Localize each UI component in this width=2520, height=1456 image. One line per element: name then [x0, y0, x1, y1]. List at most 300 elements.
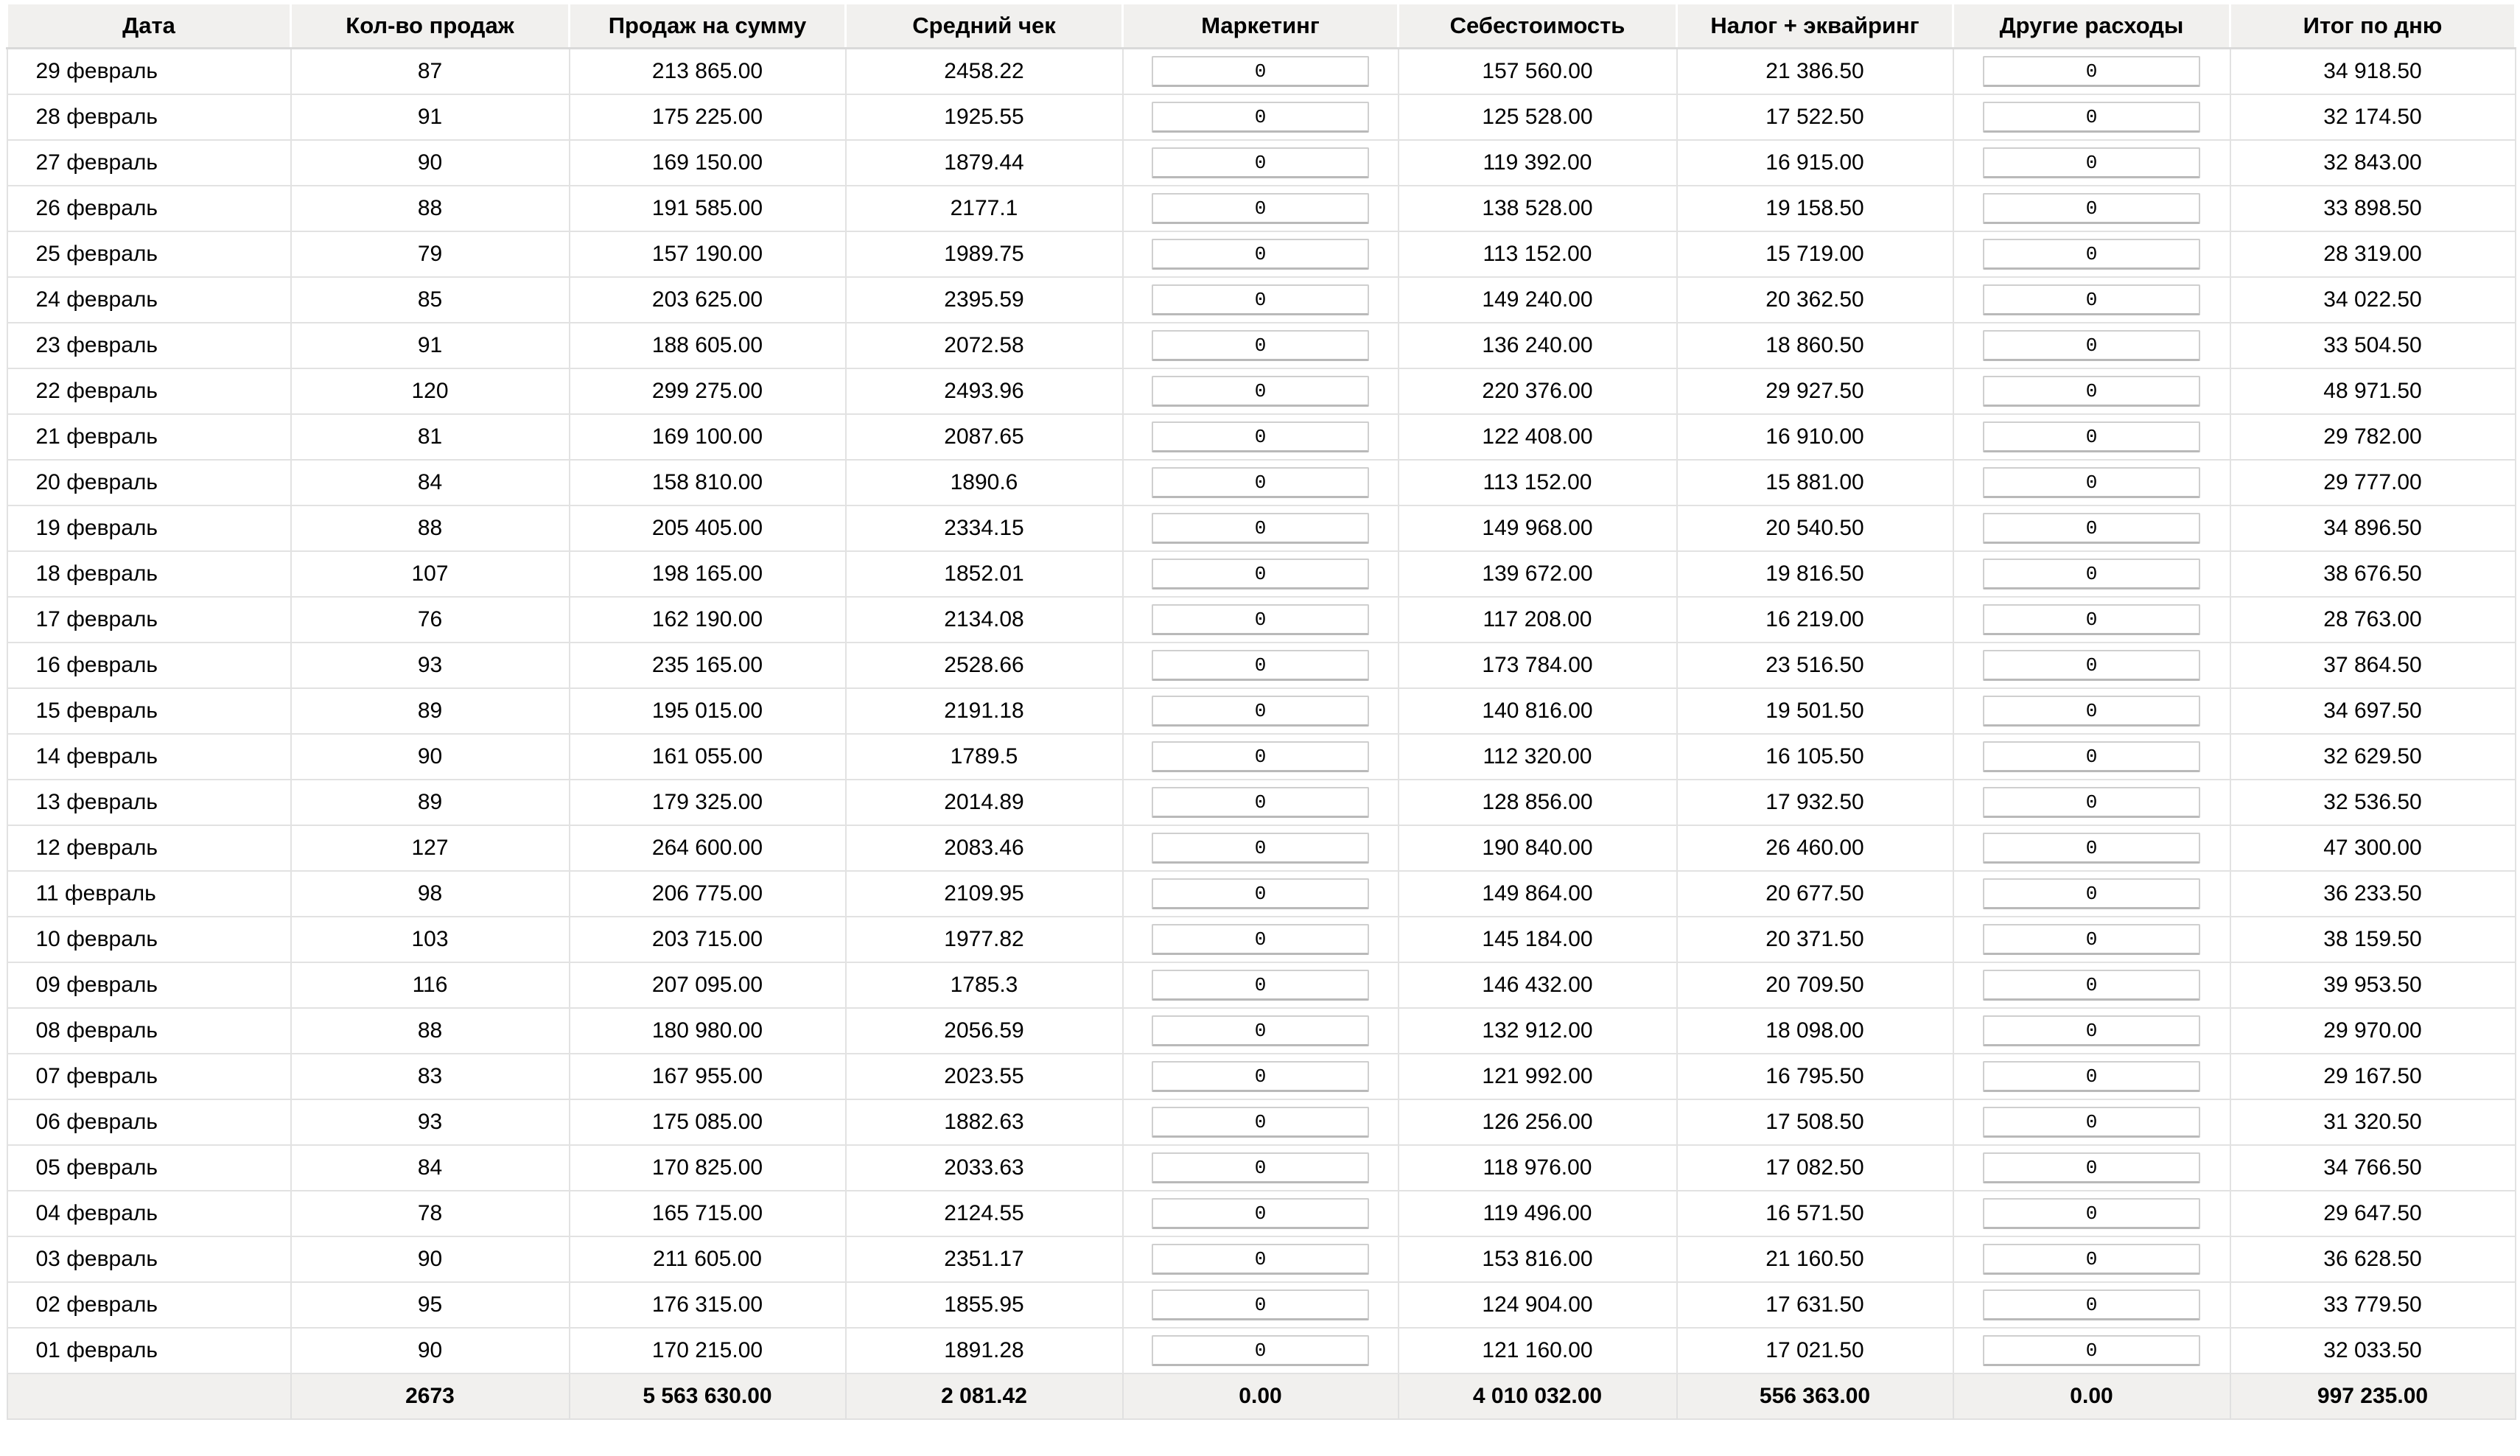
cell-sales_sum: 203 625.00	[570, 277, 846, 323]
cell-day_total: 31 320.50	[2230, 1099, 2516, 1145]
cell-date: 05 февраль	[7, 1145, 291, 1191]
other_expenses-input[interactable]	[1983, 284, 2200, 315]
cell-date: 13 февраль	[7, 780, 291, 825]
cell-sales_count: 95	[291, 1282, 570, 1328]
table-row	[7, 871, 2516, 917]
other_expenses-input[interactable]	[1983, 56, 2200, 87]
cell-avg_check: 1855.95	[846, 1282, 1123, 1328]
cell-sales_count: 90	[291, 734, 570, 780]
cell-avg_check: 2134.08	[846, 597, 1123, 643]
marketing-input[interactable]	[1152, 1152, 1369, 1183]
other_expenses-input[interactable]	[1983, 1107, 2200, 1138]
cell-marketing	[1123, 871, 1399, 917]
cell-sales_sum: 195 015.00	[570, 688, 846, 734]
table-row	[7, 780, 2516, 825]
other_expenses-input[interactable]	[1983, 513, 2200, 544]
cell-day_total: 32 033.50	[2230, 1328, 2516, 1373]
table-row	[7, 1328, 2516, 1373]
marketing-input[interactable]	[1152, 1107, 1369, 1138]
cell-sales_count: 90	[291, 1328, 570, 1373]
cell-other_expenses	[1953, 962, 2230, 1008]
cell-sales_sum: 180 980.00	[570, 1008, 846, 1054]
cell-cost: 118 976.00	[1399, 1145, 1677, 1191]
cell-other_expenses	[1953, 460, 2230, 505]
cell-avg_check: 1882.63	[846, 1099, 1123, 1145]
other_expenses-input[interactable]	[1983, 1335, 2200, 1366]
cell-marketing	[1123, 49, 1399, 95]
other_expenses-input[interactable]	[1983, 970, 2200, 1001]
totals-row	[7, 1373, 2516, 1419]
cell-other_expenses	[1953, 643, 2230, 688]
cell-marketing	[1123, 1191, 1399, 1236]
cell-date: 11 февраль	[7, 871, 291, 917]
cell-avg_check: 2395.59	[846, 277, 1123, 323]
cell-day_total: 34 896.50	[2230, 505, 2516, 551]
other_expenses-input[interactable]	[1983, 1152, 2200, 1183]
cell-marketing	[1123, 1236, 1399, 1282]
cell-sales_count: 93	[291, 643, 570, 688]
table-row	[7, 460, 2516, 505]
other_expenses-input[interactable]	[1983, 239, 2200, 270]
other_expenses-input[interactable]	[1983, 787, 2200, 818]
table-row	[7, 231, 2516, 277]
marketing-input[interactable]	[1152, 878, 1369, 909]
cell-tax_acquiring: 17 631.50	[1677, 1282, 1953, 1328]
other_expenses-input[interactable]	[1983, 924, 2200, 955]
other_expenses-input[interactable]	[1983, 376, 2200, 407]
cell-sales_count: 103	[291, 917, 570, 962]
marketing-input[interactable]	[1152, 513, 1369, 544]
table-row	[7, 1099, 2516, 1145]
cell-avg_check: 1989.75	[846, 231, 1123, 277]
cell-date: 22 февраль	[7, 368, 291, 414]
cell-other_expenses	[1953, 825, 2230, 871]
cell-day_total: 28 319.00	[2230, 231, 2516, 277]
cell-marketing	[1123, 1145, 1399, 1191]
cell-marketing	[1123, 460, 1399, 505]
cell-day_total: 29 647.50	[2230, 1191, 2516, 1236]
cell-marketing	[1123, 734, 1399, 780]
cell-marketing	[1123, 414, 1399, 460]
cell-other_expenses	[1953, 871, 2230, 917]
cell-sales_sum: 207 095.00	[570, 962, 846, 1008]
marketing-input[interactable]	[1152, 421, 1369, 452]
other_expenses-input[interactable]	[1983, 1244, 2200, 1275]
cell-cost: 149 968.00	[1399, 505, 1677, 551]
cell-tax_acquiring: 19 158.50	[1677, 186, 1953, 231]
cell-cost: 117 208.00	[1399, 597, 1677, 643]
cell-day_total: 29 782.00	[2230, 414, 2516, 460]
marketing-input[interactable]	[1152, 604, 1369, 635]
cell-tax_acquiring: 17 522.50	[1677, 94, 1953, 140]
cell-cost: 119 392.00	[1399, 140, 1677, 186]
cell-date: 21 февраль	[7, 414, 291, 460]
marketing-input[interactable]	[1152, 924, 1369, 955]
cell-tax_acquiring: 20 362.50	[1677, 277, 1953, 323]
header-row	[7, 4, 2516, 49]
cell-day_total: 32 843.00	[2230, 140, 2516, 186]
cell-avg_check: 2014.89	[846, 780, 1123, 825]
cell-other_expenses	[1953, 1008, 2230, 1054]
column-header-day-total: Итог по дню	[2230, 4, 2516, 49]
marketing-input[interactable]	[1152, 193, 1369, 224]
other_expenses-input[interactable]	[1983, 650, 2200, 681]
cell-date: 19 февраль	[7, 505, 291, 551]
cell-day_total: 38 676.50	[2230, 551, 2516, 597]
other_expenses-input[interactable]	[1983, 878, 2200, 909]
cell-cost: 146 432.00	[1399, 962, 1677, 1008]
table-row	[7, 962, 2516, 1008]
cell-sales_sum: 211 605.00	[570, 1236, 846, 1282]
cell-cost: 145 184.00	[1399, 917, 1677, 962]
table-row	[7, 186, 2516, 231]
cell-cost: 113 152.00	[1399, 460, 1677, 505]
cell-sales_sum: 175 085.00	[570, 1099, 846, 1145]
cell-date: 14 февраль	[7, 734, 291, 780]
cell-sales_sum: 170 215.00	[570, 1328, 846, 1373]
cell-marketing	[1123, 368, 1399, 414]
cell-avg_check: 1891.28	[846, 1328, 1123, 1373]
cell-date: 28 февраль	[7, 94, 291, 140]
table-row	[7, 49, 2516, 95]
cell-date: 26 февраль	[7, 186, 291, 231]
cell-tax_acquiring: 19 501.50	[1677, 688, 1953, 734]
other_expenses-input[interactable]	[1983, 102, 2200, 133]
cell-day_total: 33 898.50	[2230, 186, 2516, 231]
marketing-input[interactable]	[1152, 239, 1369, 270]
marketing-input[interactable]	[1152, 970, 1369, 1001]
column-header-avg-check: Средний чек	[846, 4, 1123, 49]
marketing-input[interactable]	[1152, 741, 1369, 772]
cell-avg_check: 2056.59	[846, 1008, 1123, 1054]
cell-day_total: 32 174.50	[2230, 94, 2516, 140]
cell-cost: 126 256.00	[1399, 1099, 1677, 1145]
cell-avg_check: 2191.18	[846, 688, 1123, 734]
cell-other_expenses	[1953, 1236, 2230, 1282]
marketing-input[interactable]	[1152, 559, 1369, 589]
cell-day_total: 36 628.50	[2230, 1236, 2516, 1282]
cell-tax_acquiring: 26 460.00	[1677, 825, 1953, 871]
cell-other_expenses	[1953, 917, 2230, 962]
cell-marketing	[1123, 277, 1399, 323]
cell-other_expenses	[1953, 414, 2230, 460]
cell-tax_acquiring: 18 860.50	[1677, 323, 1953, 368]
other_expenses-input[interactable]	[1983, 467, 2200, 498]
marketing-input[interactable]	[1152, 330, 1369, 361]
cell-marketing	[1123, 597, 1399, 643]
cell-cost: 128 856.00	[1399, 780, 1677, 825]
cell-date: 24 февраль	[7, 277, 291, 323]
marketing-input[interactable]	[1152, 284, 1369, 315]
total-avg-check: 2 081.42	[846, 1373, 1123, 1419]
cell-cost: 157 560.00	[1399, 49, 1677, 95]
column-header-sales-sum: Продаж на сумму	[570, 4, 846, 49]
cell-sales_sum: 162 190.00	[570, 597, 846, 643]
cell-marketing	[1123, 231, 1399, 277]
cell-avg_check: 2033.63	[846, 1145, 1123, 1191]
cell-avg_check: 2109.95	[846, 871, 1123, 917]
cell-sales_sum: 213 865.00	[570, 49, 846, 95]
other_expenses-input[interactable]	[1983, 1289, 2200, 1320]
cell-day_total: 34 766.50	[2230, 1145, 2516, 1191]
cell-marketing	[1123, 962, 1399, 1008]
cell-sales_count: 83	[291, 1054, 570, 1099]
table-row	[7, 94, 2516, 140]
cell-tax_acquiring: 21 386.50	[1677, 49, 1953, 95]
marketing-input[interactable]	[1152, 1061, 1369, 1092]
cell-marketing	[1123, 917, 1399, 962]
cell-day_total: 38 159.50	[2230, 917, 2516, 962]
cell-sales_sum: 161 055.00	[570, 734, 846, 780]
cell-date: 18 февраль	[7, 551, 291, 597]
cell-cost: 173 784.00	[1399, 643, 1677, 688]
cell-cost: 132 912.00	[1399, 1008, 1677, 1054]
cell-marketing	[1123, 1054, 1399, 1099]
table-row	[7, 597, 2516, 643]
cell-tax_acquiring: 20 540.50	[1677, 505, 1953, 551]
total-cost: 4 010 032.00	[1399, 1373, 1677, 1419]
cell-marketing	[1123, 94, 1399, 140]
cell-cost: 121 992.00	[1399, 1054, 1677, 1099]
cell-avg_check: 2528.66	[846, 643, 1123, 688]
marketing-input[interactable]	[1152, 467, 1369, 498]
column-header-date: Дата	[7, 4, 291, 49]
cell-sales_sum: 169 150.00	[570, 140, 846, 186]
total-marketing: 0.00	[1123, 1373, 1399, 1419]
cell-sales_count: 107	[291, 551, 570, 597]
table-header	[7, 4, 2516, 49]
marketing-input[interactable]	[1152, 833, 1369, 864]
marketing-input[interactable]	[1152, 787, 1369, 818]
cell-sales_sum: 198 165.00	[570, 551, 846, 597]
column-header-other-expenses: Другие расходы	[1953, 4, 2230, 49]
cell-day_total: 28 763.00	[2230, 597, 2516, 643]
cell-sales_count: 81	[291, 414, 570, 460]
cell-cost: 220 376.00	[1399, 368, 1677, 414]
cell-date: 09 февраль	[7, 962, 291, 1008]
table-row	[7, 1236, 2516, 1282]
total-sales-sum: 5 563 630.00	[570, 1373, 846, 1419]
cell-other_expenses	[1953, 186, 2230, 231]
cell-other_expenses	[1953, 1054, 2230, 1099]
total-sales-count: 2673	[291, 1373, 570, 1419]
cell-sales_sum: 167 955.00	[570, 1054, 846, 1099]
cell-avg_check: 1785.3	[846, 962, 1123, 1008]
cell-other_expenses	[1953, 1099, 2230, 1145]
cell-sales_sum: 165 715.00	[570, 1191, 846, 1236]
other_expenses-input[interactable]	[1983, 193, 2200, 224]
cell-other_expenses	[1953, 505, 2230, 551]
cell-avg_check: 1925.55	[846, 94, 1123, 140]
cell-avg_check: 2351.17	[846, 1236, 1123, 1282]
cell-date: 10 февраль	[7, 917, 291, 962]
cell-marketing	[1123, 1282, 1399, 1328]
cell-sales_sum: 191 585.00	[570, 186, 846, 231]
cell-sales_sum: 206 775.00	[570, 871, 846, 917]
other_expenses-input[interactable]	[1983, 330, 2200, 361]
cell-marketing	[1123, 688, 1399, 734]
cell-sales_count: 84	[291, 460, 570, 505]
cell-date: 20 февраль	[7, 460, 291, 505]
cell-date: 15 февраль	[7, 688, 291, 734]
cell-sales_count: 120	[291, 368, 570, 414]
marketing-input[interactable]	[1152, 102, 1369, 133]
cell-date: 27 февраль	[7, 140, 291, 186]
cell-date: 16 февраль	[7, 643, 291, 688]
cell-sales_count: 91	[291, 94, 570, 140]
cell-day_total: 47 300.00	[2230, 825, 2516, 871]
marketing-input[interactable]	[1152, 376, 1369, 407]
marketing-input[interactable]	[1152, 1198, 1369, 1229]
cell-marketing	[1123, 643, 1399, 688]
cell-other_expenses	[1953, 49, 2230, 95]
column-header-tax-acquiring: Налог + эквайринг	[1677, 4, 1953, 49]
cell-cost: 125 528.00	[1399, 94, 1677, 140]
cell-tax_acquiring: 15 719.00	[1677, 231, 1953, 277]
other_expenses-input[interactable]	[1983, 421, 2200, 452]
cell-sales_count: 98	[291, 871, 570, 917]
other_expenses-input[interactable]	[1983, 1015, 2200, 1046]
cell-tax_acquiring: 16 219.00	[1677, 597, 1953, 643]
cell-sales_count: 85	[291, 277, 570, 323]
cell-avg_check: 2177.1	[846, 186, 1123, 231]
marketing-input[interactable]	[1152, 1289, 1369, 1320]
cell-sales_count: 78	[291, 1191, 570, 1236]
marketing-input[interactable]	[1152, 1244, 1369, 1275]
cell-day_total: 32 536.50	[2230, 780, 2516, 825]
cell-date: 12 февраль	[7, 825, 291, 871]
table-row	[7, 825, 2516, 871]
table-row	[7, 277, 2516, 323]
table-row	[7, 917, 2516, 962]
other_expenses-input[interactable]	[1983, 604, 2200, 635]
cell-sales_count: 89	[291, 780, 570, 825]
other_expenses-input[interactable]	[1983, 741, 2200, 772]
cell-date: 03 февраль	[7, 1236, 291, 1282]
cell-other_expenses	[1953, 1328, 2230, 1373]
marketing-input[interactable]	[1152, 147, 1369, 178]
table-row	[7, 1145, 2516, 1191]
cell-cost: 113 152.00	[1399, 231, 1677, 277]
cell-sales_count: 79	[291, 231, 570, 277]
cell-sales_sum: 188 605.00	[570, 323, 846, 368]
cell-avg_check: 2087.65	[846, 414, 1123, 460]
table-row	[7, 368, 2516, 414]
cell-sales_count: 93	[291, 1099, 570, 1145]
cell-date: 06 февраль	[7, 1099, 291, 1145]
other_expenses-input[interactable]	[1983, 833, 2200, 864]
cell-other_expenses	[1953, 780, 2230, 825]
cell-sales_count: 76	[291, 597, 570, 643]
cell-sales_sum: 158 810.00	[570, 460, 846, 505]
cell-cost: 190 840.00	[1399, 825, 1677, 871]
cell-sales_sum: 203 715.00	[570, 917, 846, 962]
column-header-sales-count: Кол-во продаж	[291, 4, 570, 49]
cell-other_expenses	[1953, 551, 2230, 597]
table-row	[7, 643, 2516, 688]
cell-day_total: 32 629.50	[2230, 734, 2516, 780]
cell-tax_acquiring: 20 371.50	[1677, 917, 1953, 962]
table-row	[7, 505, 2516, 551]
marketing-input[interactable]	[1152, 696, 1369, 727]
cell-avg_check: 1789.5	[846, 734, 1123, 780]
cell-date: 25 февраль	[7, 231, 291, 277]
cell-tax_acquiring: 16 571.50	[1677, 1191, 1953, 1236]
cell-day_total: 33 779.50	[2230, 1282, 2516, 1328]
cell-day_total: 34 697.50	[2230, 688, 2516, 734]
other_expenses-input[interactable]	[1983, 1198, 2200, 1229]
cell-cost: 139 672.00	[1399, 551, 1677, 597]
table-row	[7, 323, 2516, 368]
cell-marketing	[1123, 551, 1399, 597]
cell-day_total: 37 864.50	[2230, 643, 2516, 688]
cell-day_total: 29 777.00	[2230, 460, 2516, 505]
cell-marketing	[1123, 323, 1399, 368]
cell-other_expenses	[1953, 231, 2230, 277]
cell-sales_count: 91	[291, 323, 570, 368]
marketing-input[interactable]	[1152, 56, 1369, 87]
cell-cost: 136 240.00	[1399, 323, 1677, 368]
cell-marketing	[1123, 1099, 1399, 1145]
cell-date: 17 февраль	[7, 597, 291, 643]
cell-other_expenses	[1953, 1191, 2230, 1236]
cell-day_total: 33 504.50	[2230, 323, 2516, 368]
cell-date: 04 февраль	[7, 1191, 291, 1236]
cell-marketing	[1123, 140, 1399, 186]
cell-day_total: 39 953.50	[2230, 962, 2516, 1008]
marketing-input[interactable]	[1152, 650, 1369, 681]
cell-other_expenses	[1953, 1145, 2230, 1191]
cell-tax_acquiring: 15 881.00	[1677, 460, 1953, 505]
other_expenses-input[interactable]	[1983, 696, 2200, 727]
cell-cost: 149 240.00	[1399, 277, 1677, 323]
marketing-input[interactable]	[1152, 1335, 1369, 1366]
cell-cost: 119 496.00	[1399, 1191, 1677, 1236]
other_expenses-input[interactable]	[1983, 1061, 2200, 1092]
marketing-input[interactable]	[1152, 1015, 1369, 1046]
cell-sales_count: 88	[291, 1008, 570, 1054]
cell-other_expenses	[1953, 734, 2230, 780]
table-row	[7, 1191, 2516, 1236]
cell-marketing	[1123, 780, 1399, 825]
cell-other_expenses	[1953, 688, 2230, 734]
cell-cost: 124 904.00	[1399, 1282, 1677, 1328]
cell-cost: 112 320.00	[1399, 734, 1677, 780]
cell-other_expenses	[1953, 368, 2230, 414]
cell-tax_acquiring: 16 910.00	[1677, 414, 1953, 460]
cell-sales_sum: 205 405.00	[570, 505, 846, 551]
other_expenses-input[interactable]	[1983, 147, 2200, 178]
cell-sales_count: 90	[291, 1236, 570, 1282]
cell-sales_sum: 170 825.00	[570, 1145, 846, 1191]
cell-avg_check: 2124.55	[846, 1191, 1123, 1236]
cell-sales_sum: 175 225.00	[570, 94, 846, 140]
cell-tax_acquiring: 16 795.50	[1677, 1054, 1953, 1099]
cell-avg_check: 2458.22	[846, 49, 1123, 95]
cell-cost: 138 528.00	[1399, 186, 1677, 231]
other_expenses-input[interactable]	[1983, 559, 2200, 589]
table-row	[7, 551, 2516, 597]
cell-sales_count: 88	[291, 186, 570, 231]
cell-day_total: 34 918.50	[2230, 49, 2516, 95]
cell-date: 08 февраль	[7, 1008, 291, 1054]
cell-other_expenses	[1953, 277, 2230, 323]
cell-date: 23 февраль	[7, 323, 291, 368]
total-date-empty	[7, 1373, 291, 1419]
cell-sales_count: 88	[291, 505, 570, 551]
cell-avg_check: 2493.96	[846, 368, 1123, 414]
cell-sales_count: 127	[291, 825, 570, 871]
